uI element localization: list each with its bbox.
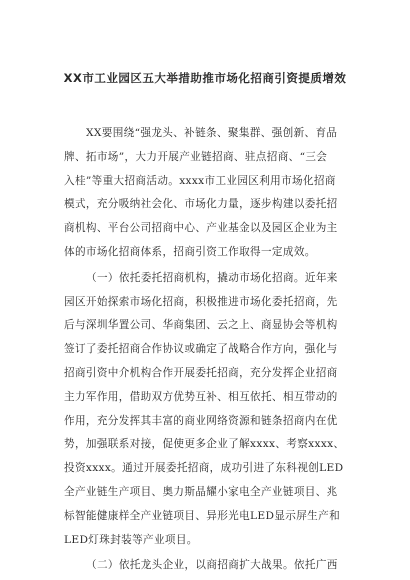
paragraph-line: 入桂”等重大招商活动。xxxx市工业园区利用市场化招商 — [64, 174, 336, 187]
paragraph-line: 作用，充分发挥其丰富的商业网络资源和链条招商内在优 — [64, 414, 338, 427]
paragraph-line: 标智能健康样全产业链项目、异形光电LED显示屏生产和 — [64, 509, 341, 522]
document-body — [64, 122, 354, 578]
paragraph-line: （一）依托委托招商机构，撬动市场化招商。近年来 — [86, 271, 338, 284]
paragraph-line: 招商引资中介机构合作开展委托招商，充分发挥企业招商 — [64, 366, 338, 379]
paragraph-line: 签订了委托招商合作协议或确定了战略合作方向，强化与 — [64, 343, 338, 356]
paragraph-line: 体的市场化招商体系，招商引资工作取得一定成效。 — [64, 245, 316, 258]
paragraph-line: （二）依托龙头企业，以商招商扩大战果。依托广西 — [86, 559, 338, 572]
paragraph-section-1 — [64, 267, 354, 553]
paragraph-line: 投资xxxx。通过开展委托招商，成功引进了东科视创LED — [64, 462, 344, 475]
paragraph-line: 全产业链生产项目、奥力斯晶耀小家电全产业链项目、兆 — [64, 485, 338, 498]
paragraph-intro — [64, 122, 354, 265]
paragraph-line: 园区开始探索市场化招商，积极推进市场化委托招商，先 — [64, 295, 338, 308]
paragraph-line: LED灯珠封装等产业项目。 — [64, 533, 198, 546]
paragraph-line: 牌、拓市场”，大力开展产业链招商、驻点招商、“三会 — [64, 150, 328, 163]
paragraph-line: 模式，充分吸纳社会化、市场化力量，逐步构建以委托招 — [64, 198, 338, 211]
paragraph-line: 主力军作用，借助双方优势互补、相互依托、相互带动的 — [64, 390, 338, 403]
paragraph-section-2 — [64, 554, 354, 578]
document-title: XX市工业园区五大举措助推市场化招商引资提质增效 — [63, 71, 347, 85]
paragraph-line: 势，加强联系对接，促使更多企业了解xxxx、考察xxxx、 — [64, 438, 345, 451]
paragraph-line: 商机构、平台公司招商中心、产业基金以及园区企业为主 — [64, 222, 338, 235]
paragraph-line: XX要围绕“强龙头、补链条、聚集群、强创新、育品 — [86, 127, 338, 139]
paragraph-line: 后与深圳华置公司、华商集团、云之上、商显协会等机构 — [64, 319, 338, 332]
